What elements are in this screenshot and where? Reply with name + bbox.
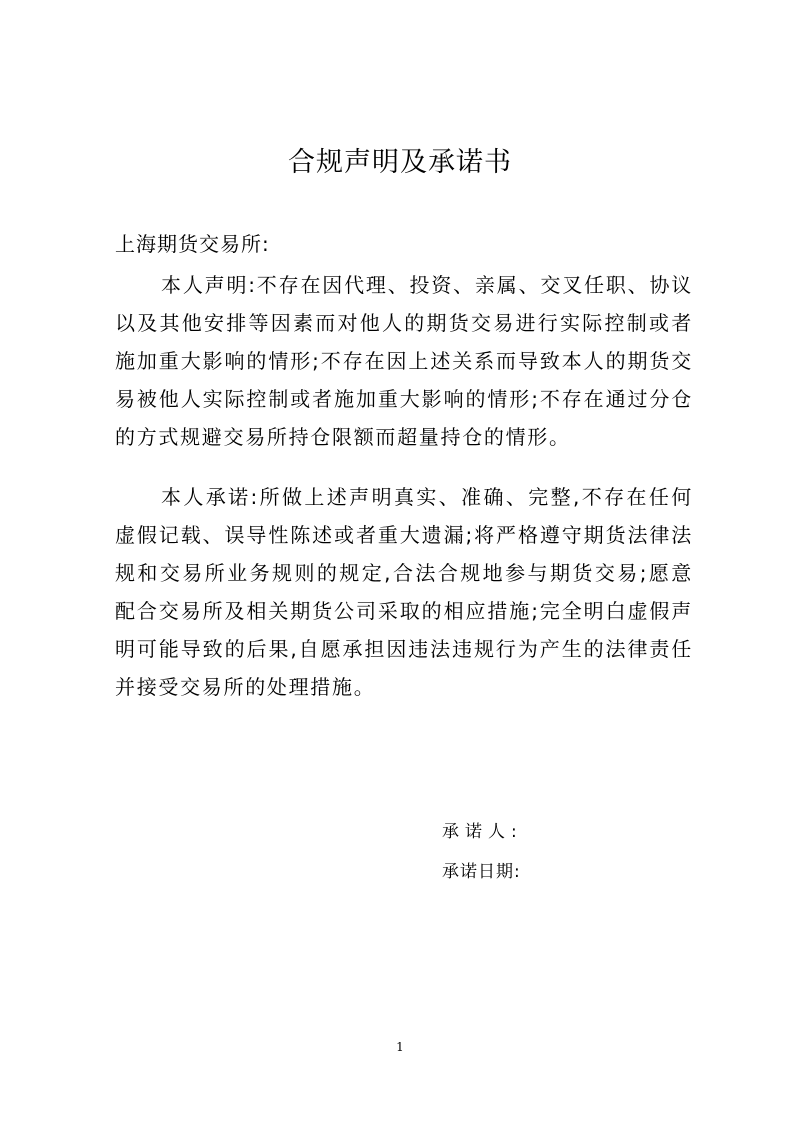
signer-label: 承诺人: (442, 822, 523, 842)
salutation: 上海期货交易所: (115, 232, 270, 256)
commitment-paragraph: 本人承诺:所做上述声明真实、准确、完整,不存在任何虚假记载、误导性陈述或者重大遗漏;将严格遵守期货法律法规和交易所业务规则的规定,合法合规地参与期货交易;愿意配合交易所及相关期货公司采取的相应措施;完全明白虚假声明可能导致的后果,自愿承担因违法违规行为产生的法律责任并接受交易所的处理措施。 (115, 485, 693, 699)
sign-date-label: 承诺日期: (442, 862, 521, 882)
document-title: 合规声明及承诺书 (288, 147, 512, 178)
page-number: 1 (396, 1040, 404, 1054)
declaration-paragraph: 本人声明:不存在因代理、投资、亲属、交叉任职、协议以及其他安排等因素而对他人的期货交易进行实际控制或者施加重大影响的情形;不存在因上述关系而导致本人的期货交易被他人实际控制或者施加重大影响的情形;不存在通过分仓的方式规避交易所持仓限额而超量持仓的情形。 (115, 273, 693, 449)
